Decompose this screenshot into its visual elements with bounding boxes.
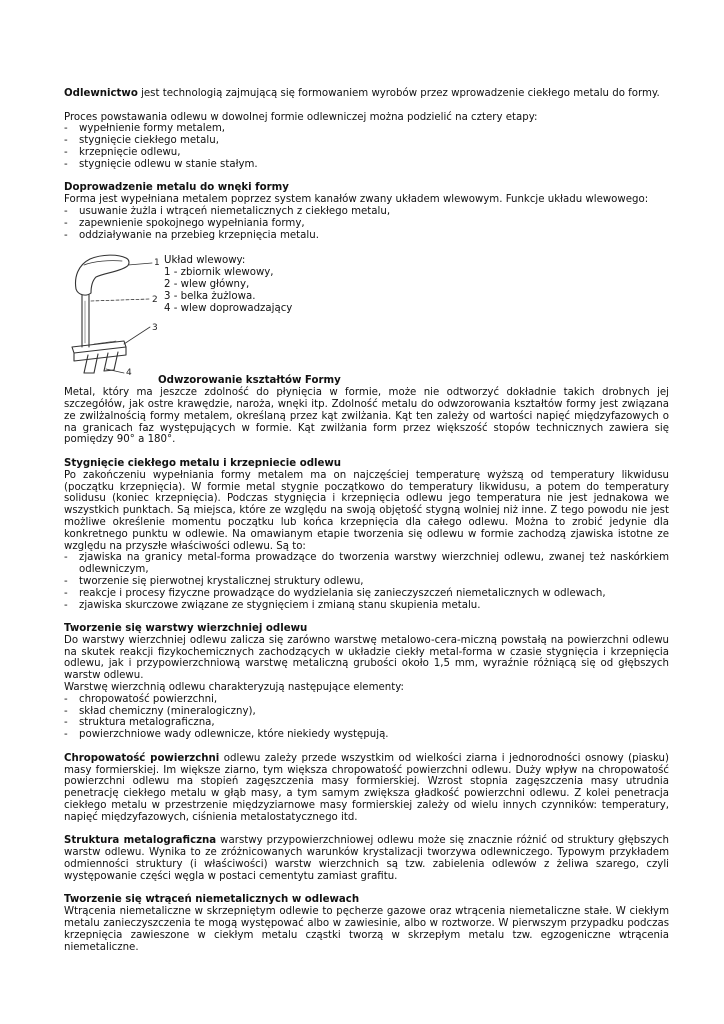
surface-layer-heading (64, 623, 669, 635)
roughness-paragraph (64, 753, 669, 824)
feeding-text: Forma jest wypełniana metalem poprzez system kanałów zwany układem wlewowym. Funkcje układu wlewowego: (64, 194, 649, 206)
feeding-heading (64, 182, 669, 194)
legend-item: 2 - wlew główny, (164, 278, 250, 290)
stages-item: - stygnięcie odlewu w stanie stałym. (64, 159, 669, 171)
surface-layer-heading-text: Tworzenie się warstwy wierzchniej odlewu (64, 623, 308, 635)
legend-item: 1 - zbiornik wlewowy, (164, 267, 274, 279)
legend-item: 3 - belka żużlowa. (164, 290, 256, 302)
gating-system-drawing (64, 251, 164, 375)
roughness-term: Chropowatość powierzchni (64, 752, 220, 764)
structure-term: Struktura metalograficzna (64, 835, 217, 847)
figure-label-3: 3 (152, 323, 158, 334)
shape-heading (158, 375, 669, 387)
structure-paragraph (64, 835, 669, 882)
intro-paragraph (64, 88, 669, 100)
inclusions-text: Wtrącenia niemetaliczne w skrzepniętym odlewie to pęcherze gazowe oraz wtrącenia niemetaliczne stałe. W ciekłym metalu zanieczyszczenia te mogą występować albo w zawiesinie, albo w roztworze. W pierwszym przypadku podczas krzepnięcia zawieszone w ciekłym metalu cząstki tworzą w skrzepłym metalu tzw. egzogeniczne wtrącenia niemetaliczne. (64, 906, 669, 953)
intro-term: Odlewnictwo (64, 88, 138, 99)
shape-text: Metal, który ma jeszcze zdolność do płynięcia w formie, może nie odtworzyć dokładnie takich drobnych jej szczegółów, jak ostre krawędzie, naroża, wnęki itp. Zdolność metalu do odwzorowania kształtów formy jest związana ze zwilżalnością formy metalem, określaną przez kąt zwilżania. Kąt ten zależy od wartości napięć międzyfazowych o na granicach faz występujących w formie. Kąt zwilżania form przez większość stopów technicznych zawiera się pomiędzy 90° a 180°. (64, 387, 669, 446)
cooling-item: - zjawiska skurczowe związane ze stygnięciem i zmianą stanu skupienia metalu. (64, 600, 669, 612)
surface-layer-text: Do warstwy wierzchniej odlewu zalicza się zarówno warstwę metalowo-cera-miczną powstałą na powierzchni odlewu na skutek reakcji fizykochemicznych zachodzących w układzie ciekły metal-forma w czasie stygnięcia i krzepnięcia odlewu, jak i przypowierzchniową warstwę metaliczną grubości około 1,5 mm, wyraźnie różniącą się od głębszych warstw odlewu. (64, 634, 669, 682)
cooling-item: - tworzenie się pierwotnej krystalicznej struktury odlewu, (64, 576, 669, 588)
intro-text: jest technologią zajmującą się formowaniem wyrobów przez wprowadzenie ciekłego metalu do formy. (137, 88, 660, 99)
surface-layer-item: - powierzchniowe wady odlewnicze, które niekiedy występują. (64, 729, 669, 741)
cooling-item: - reakcje i procesy fizyczne prowadzące do wydzielania się zanieczyszczeń niemetalicznych w odlewach, (64, 588, 669, 600)
surface-layer-item: - chropowatość powierzchni, (64, 694, 669, 706)
stages-item: - wypełnienie formy metalem, (64, 123, 669, 135)
stages-item: - stygnięcie ciekłego metalu, (64, 135, 669, 147)
shape-heading-text: Odwzorowanie kształtów Formy (158, 375, 341, 387)
inclusions-heading (64, 894, 669, 906)
legend-title: Układ wlewowy: (164, 255, 246, 267)
feeding-item: - zapewnienie spokojnego wypełniania formy, (64, 218, 669, 230)
feeding-item: - oddziaływanie na przebieg krzepnięcia metalu. (64, 230, 669, 242)
figure-label-4: 4 (126, 368, 132, 376)
gating-system-figure (64, 251, 669, 375)
feeding-item: - usuwanie żużla i wtrąceń niemetalicznych z ciekłego metalu, (64, 206, 669, 218)
document-content (64, 88, 669, 953)
stages-item: - krzepnięcie odlewu, (64, 147, 669, 159)
feeding-heading-text: Doprowadzenie metalu do wnęki formy (64, 182, 289, 194)
surface-layer-item: - struktura metalograficzna, (64, 717, 669, 729)
surface-layer-text2: Warstwę wierzchnią odlewu charakteryzują następujące elementy: (64, 682, 404, 694)
roughness-text: odlewu zależy przede wszystkim od wielkości ziarna i jednorodności osnowy (piasku) masy formierskiej. Im większe ziarno, tym większa chropowatość powierzchni odlewu. Duży wpływ na chropowatość powierzchni odlewu ma stopień zagęszczenia masy formierskiej. Wzrost stopnia zagęszczenia masy utrudnia penetrację ciekłego metalu w głąb masy, a tym samym zwiększa gładkość powierzchni odlewu. Z kolei penetracja ciekłego metalu w przestrzenie międzyziarnowe masy formierskiej zależy od wielu innych czynników: temperatury, napięć międzyfazowych, ciśnienia metalostatycznego itd. (64, 752, 669, 823)
cooling-heading-text: Stygnięcie ciekłego metalu i krzepniecie odlewu (64, 457, 342, 469)
surface-layer-item: - skład chemiczny (mineralogiczny), (64, 706, 669, 718)
cooling-item: - zjawiska na granicy metal-forma prowadzące do tworzenia warstwy wierzchniej odlewu, zwanej też naskórkiem odlewniczym, (64, 552, 669, 576)
legend-item: 4 - wlew doprowadzający (164, 302, 293, 314)
figure-legend (164, 255, 292, 314)
figure-label-1: 1 (154, 258, 160, 269)
cooling-text: Po zakończeniu wypełniania formy metalem ma on najczęściej temperaturę wyższą od temperatury likwidusu (początku krzepnięcia). W formie metal stygnie początkowo do temperatury likwidusu, a potem do temperatury solidusu (koniec krzepnięcia). Podczas stygnięcia i krzepnięcia odlewu jego temperatura nie jest jednakowa we wszystkich punktach. Są miejsca, które ze względu na swoją objętość stygną wolniej niż inne. Z tego powodu nie jest możliwe określenie momentu początku lub końca krzepnięcia dla całego odlewu. Można to zrobić jedynie dla konkretnego punktu w odlewie. Na omawianym etapie tworzenia się odlewu w formie zachodzą zjawiska istotne ze względu na przyszłe właściwości odlewu. Są to: (64, 469, 669, 552)
figure-label-2: 2 (152, 295, 158, 306)
stages-lead: Proces powstawania odlewu w dowolnej formie odlewniczej można podzielić na cztery etapy: (64, 111, 538, 123)
cooling-heading (64, 458, 669, 470)
inclusions-heading-text: Tworzenie się wtrąceń niemetalicznych w odlewach (64, 894, 360, 906)
structure-text: warstwy przypowierzchniowej odlewu może się znacznie różnić od struktury głębszych warstw odlewu. Wynika to ze zróżnicowanych warunków krystalizacji tworzywa odlewniczego. Typowym przykładem odmienności struktury (i właściwości) warstw wierzchnich są tzw. zabielenia odlewów z żeliwa szarego, czyli występowanie części węgla w postaci cementytu zamiast grafitu. (64, 835, 669, 882)
